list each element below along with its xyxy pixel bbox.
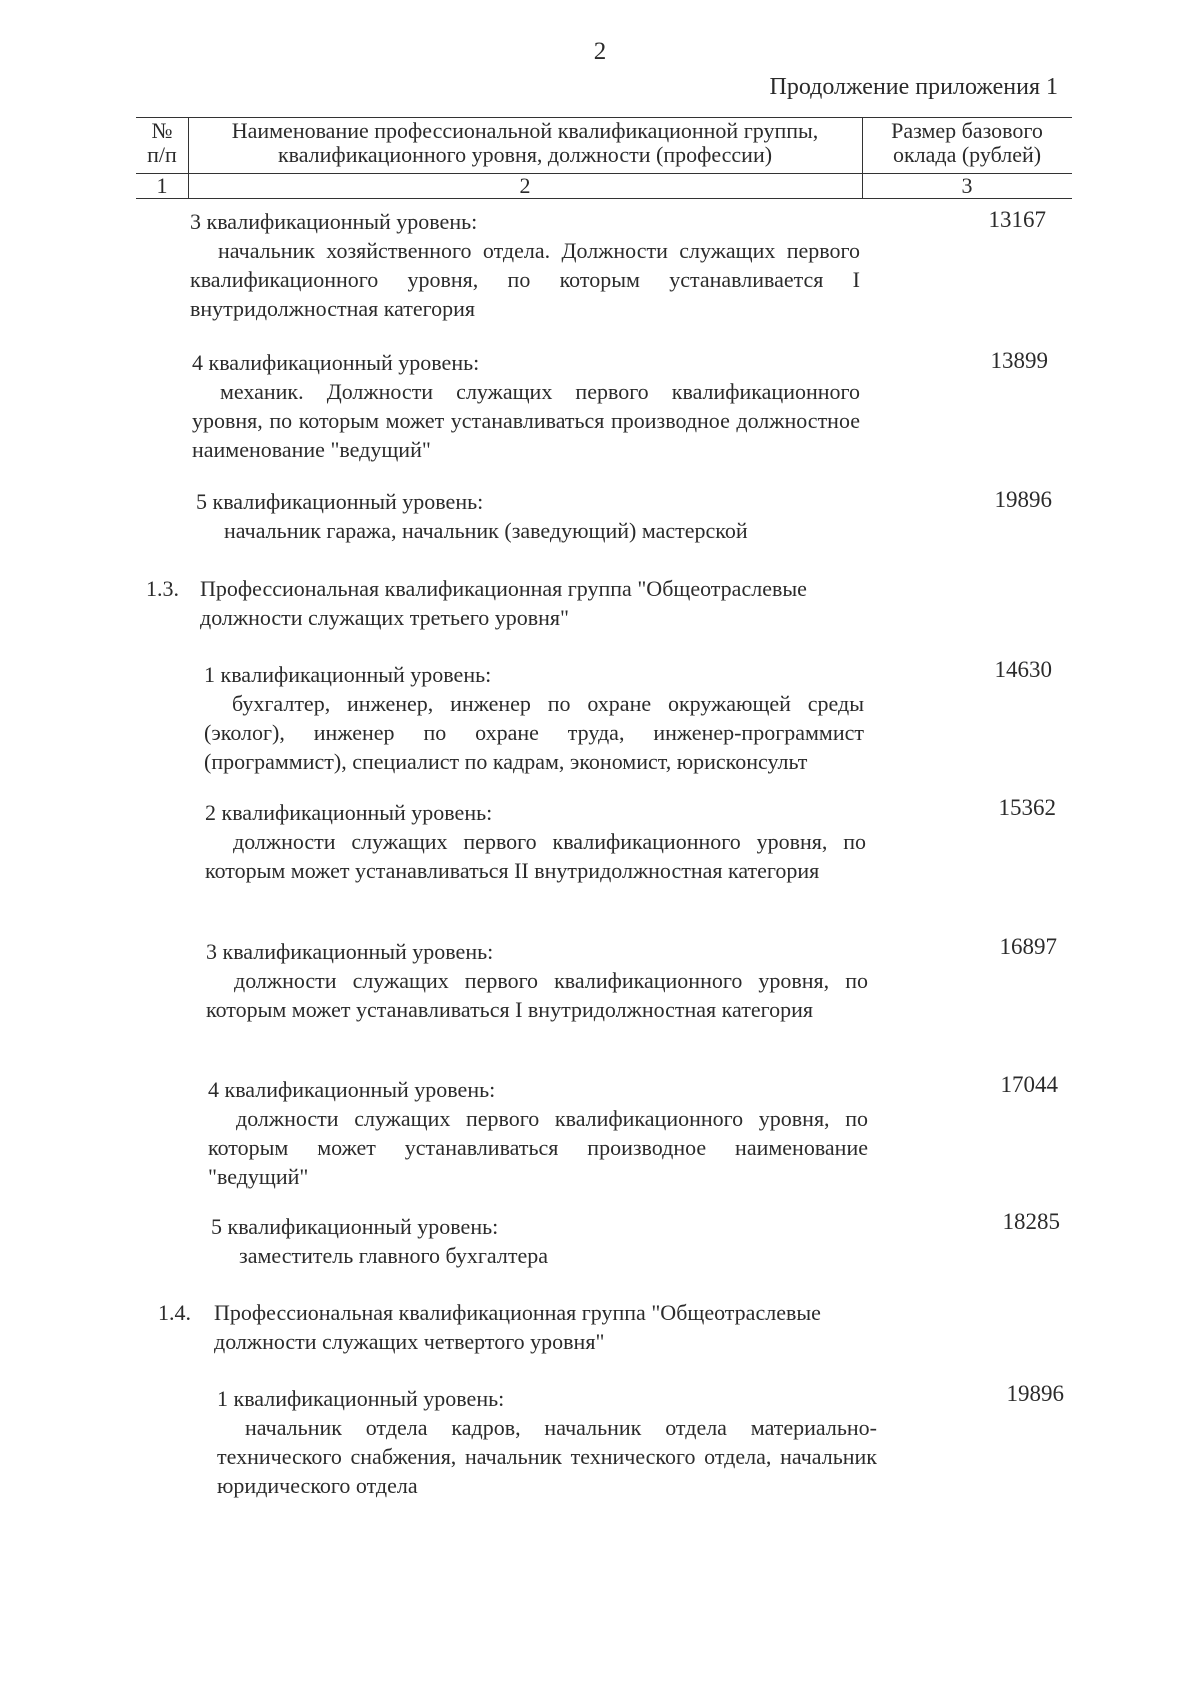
level-description: должности служащих первого квалификационного уровня, по которым может устанавливаться производное наименование "ведущий" bbox=[208, 1106, 868, 1189]
entry-1-2-level-3 bbox=[190, 207, 860, 323]
level-title: 3 квалификационный уровень: bbox=[206, 939, 494, 964]
header-bottom-rule bbox=[136, 198, 1072, 199]
col1-header bbox=[136, 119, 188, 167]
level-description: начальник хозяйственного отдела. Должности служащих первого квалификационного уровня, по которым устанавливается I внутридолжностная категория bbox=[190, 238, 860, 321]
col3-number: 3 bbox=[961, 173, 973, 198]
level-title: 5 квалификационный уровень: bbox=[196, 489, 484, 514]
level-title: 4 квалификационный уровень: bbox=[192, 350, 480, 375]
col3-header bbox=[862, 119, 1072, 167]
page-number: 2 bbox=[593, 38, 607, 65]
level-description: должности служащих первого квалификационного уровня, по которым может устанавливаться I внутридолжностная категория bbox=[206, 968, 868, 1022]
entry-1-3-level-5 bbox=[211, 1212, 871, 1270]
level-description: заместитель главного бухгалтера bbox=[239, 1243, 548, 1268]
entry-1-3-level-4 bbox=[208, 1075, 868, 1191]
col2-header bbox=[188, 119, 862, 167]
entry-1-2-level-4 bbox=[192, 348, 860, 464]
level-description: бухгалтер, инженер, инженер по охране окружающей среды (эколог), инженер по охране труда, инженер-программист (программист), специалист по кадрам, экономист, юрисконсульт bbox=[204, 691, 864, 774]
entry-1-3-level-2 bbox=[205, 798, 866, 885]
entry-1-3-level-1 bbox=[204, 660, 864, 776]
level-title: 1 квалификационный уровень: bbox=[217, 1386, 505, 1411]
level-description: начальник отдела кадров, начальник отдела материально-технического снабжения, начальник технического отдела, начальник юридического отдела bbox=[217, 1415, 877, 1498]
level-description: механик. Должности служащих первого квалификационного уровня, по которым может устанавливаться производное должностное наименование "ведущий" bbox=[192, 379, 860, 462]
col2-header-line2: квалификационного уровня, должности (профессии) bbox=[277, 142, 773, 167]
group-title: Профессиональная квалификационная группа "Общеотраслевые должности служащих четвертого уровня" bbox=[214, 1300, 821, 1354]
entry-1-3-level-3 bbox=[206, 937, 868, 1024]
group-number: 1.3. bbox=[146, 576, 179, 601]
salary-amount: 19896 bbox=[994, 487, 1052, 512]
col3-header-line1: Размер базового bbox=[891, 118, 1043, 143]
level-title: 1 квалификационный уровень: bbox=[204, 662, 492, 687]
table-header bbox=[136, 117, 1072, 201]
salary-amount: 16897 bbox=[999, 934, 1057, 959]
level-description: начальник гаража, начальник (заведующий) мастерской bbox=[224, 518, 748, 543]
col1-number: 1 bbox=[156, 173, 168, 198]
entry-1-2-level-5 bbox=[196, 487, 862, 545]
salary-amount: 19896 bbox=[1006, 1381, 1064, 1406]
salary-amount: 18285 bbox=[1002, 1209, 1060, 1234]
col1-header-line2: п/п bbox=[147, 142, 177, 167]
group-number: 1.4. bbox=[158, 1300, 191, 1325]
col2-header-line1: Наименование профессиональной квалификационной группы, bbox=[231, 118, 819, 143]
entry-1-4-level-1 bbox=[217, 1384, 877, 1500]
salary-amount: 15362 bbox=[998, 795, 1056, 820]
level-title: 4 квалификационный уровень: bbox=[208, 1077, 496, 1102]
level-title: 2 квалификационный уровень: bbox=[205, 800, 493, 825]
group-title: Профессиональная квалификационная группа "Общеотраслевые должности служащих третьего уровня" bbox=[200, 576, 807, 630]
level-title: 5 квалификационный уровень: bbox=[211, 1214, 499, 1239]
salary-amount: 17044 bbox=[1000, 1072, 1058, 1097]
col1-header-line1: № bbox=[151, 118, 173, 143]
level-description: должности служащих первого квалификационного уровня, по которым может устанавливаться II внутридолжностная категория bbox=[205, 829, 866, 883]
col3-header-line2: оклада (рублей) bbox=[892, 142, 1042, 167]
salary-amount: 14630 bbox=[994, 657, 1052, 682]
salary-amount: 13899 bbox=[990, 348, 1048, 373]
col2-number: 2 bbox=[519, 173, 531, 198]
continuation-title: Продолжение приложения 1 bbox=[769, 74, 1058, 100]
salary-amount: 13167 bbox=[988, 207, 1046, 232]
level-title: 3 квалификационный уровень: bbox=[190, 209, 478, 234]
